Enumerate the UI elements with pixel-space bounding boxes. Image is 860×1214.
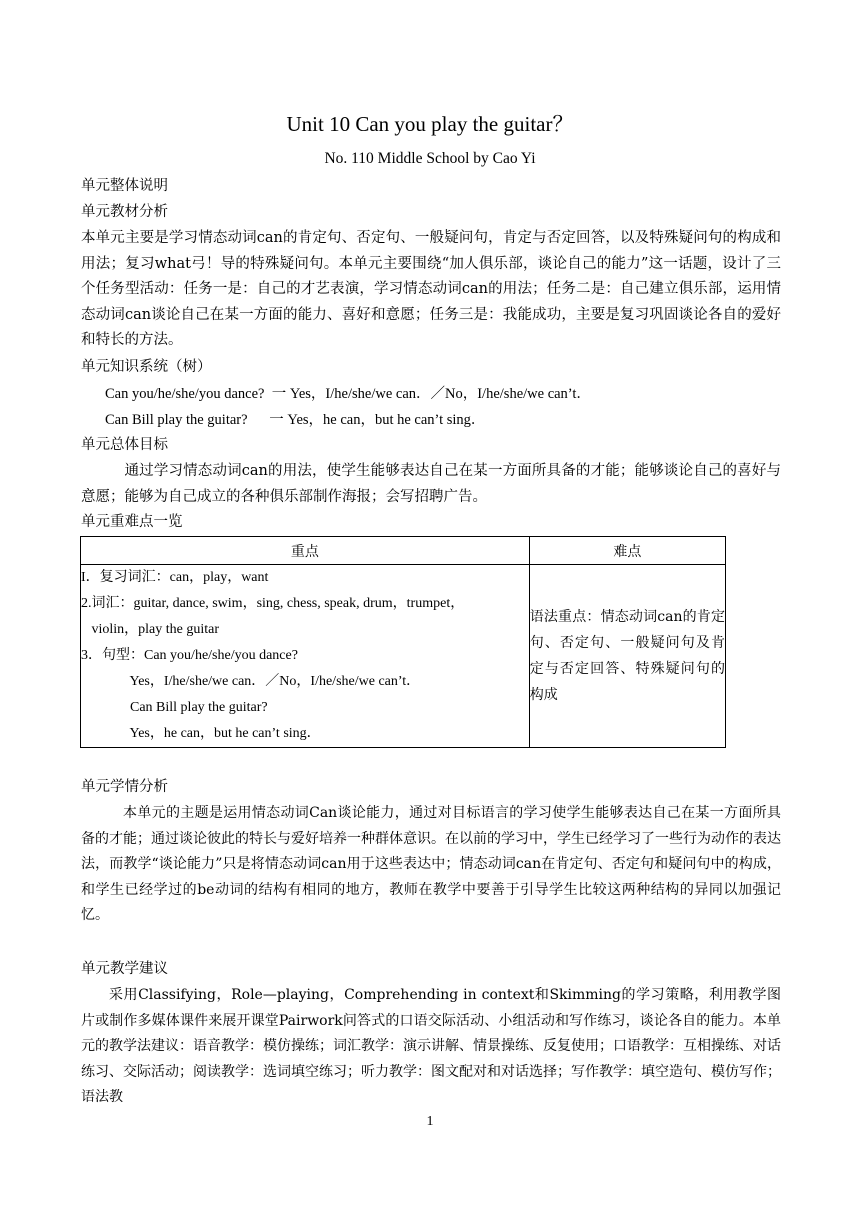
heading-suggestion: 单元教学建议 [81, 961, 168, 977]
page-number: 1 [426, 1114, 434, 1129]
suggestion-paragraph: 采用Classifying，Role—playing，Comprehending in context和Skimming的学习策略，利用教学图片或制作多媒体课件来展开课堂Pairwork问答式的口语交际活动、小组活动和写作练习，谈论各自的能力。本单元的教学法建议：语音教学：模仿操练；词汇教学：演示讲解、情景操练、反复使用；口语教学：互相操练、对话练习、交际活动；阅读教学：选词填空练习；听力教学：图文配对和对话选择；写作教学：填空造句、模仿写作；语法教 [81, 987, 781, 1105]
goal-paragraph: 通过学习情态动词can的用法，使学生能够表达自己在某一方面所具备的才能；能够谈论自己的喜好与意愿；能够为自己成立的各种俱乐部制作海报；会写招聘广告。 [81, 463, 781, 505]
students-paragraph: 本单元的主题是运用情态动词Can谈论能力，通过对目标语言的学习使学生能够表达自己在某一方面所具备的才能；通过谈论彼此的特长与爱好培养一种群体意识。在以前的学习中，学生已经学习了一些行为动作的表达法，而教学“谈论能力”只是将情态动词can用于这些表达中；情态动词can在肯定句、否定句和疑问句中的构成，和学生已经学过的be动词的结构有相同的地方，教师在教学中要善于引导学生比较这两种结构的异同以加强记忆。 [81, 805, 781, 923]
heading-students: 单元学情分析 [81, 779, 168, 795]
knowledge-line-2: Can Bill play the guitar? 一 Yes，he can，but he can’t sing． [105, 412, 486, 428]
table-header-key: 重点 [81, 537, 530, 565]
doc-title: Unit 10 Can you play the guitar？ [286, 112, 574, 136]
difficult-points-cell: 语法重点：情态动词can的肯定句、否定句、一般疑问句及肯定与否定回答、特殊疑问句的构成 [529, 565, 725, 748]
key-points-cell [81, 565, 530, 748]
key-line: Can Bill play the guitar? [81, 700, 268, 715]
heading-knowledge: 单元知识系统（树） [81, 359, 212, 375]
heading-overview: 单元整体说明 [81, 178, 168, 194]
key-line: 2.词汇：guitar, dance, swim，sing, chess, speak, drum，trumpet， [81, 596, 465, 611]
heading-goal: 单元总体目标 [81, 437, 168, 453]
key-line: Yes，he can，but he can’t sing． [81, 726, 321, 741]
heading-material: 单元教材分析 [81, 204, 168, 220]
keypoints-table [80, 536, 726, 748]
key-line: 3．句型：Can you/he/she/you dance? [81, 648, 298, 663]
table-header-difficult: 难点 [529, 537, 725, 565]
key-line: I．复习词汇：can，play，want [81, 570, 269, 585]
knowledge-line-1: Can you/he/she/you dance? 一 Yes，I/he/she/we can．／No，I/he/she/we can’t． [105, 386, 591, 402]
key-line: Yes，I/he/she/we can．／No，I/he/she/we can’t． [81, 674, 421, 689]
heading-keypoints: 单元重难点一览 [81, 514, 183, 530]
key-line: violin，play the guitar [81, 622, 220, 637]
doc-subtitle: No. 110 Middle School by Cao Yi [324, 150, 536, 167]
material-paragraph: 本单元主要是学习情态动词can的肯定句、否定句、一般疑问句，肯定与否定回答，以及特殊疑问句的构成和用法；复习what弓！导的特殊疑问句。本单元主要围绕“加人俱乐部，谈论自己的能力”这一话题，设计了三个任务型活动：任务一是：自己的才艺表演，学习情态动词can的用法；任务二是：自己建立俱乐部，运用情态动词can谈论自己在某一方面的能力、喜好和意愿；任务三是：我能成功，主要是复习巩固谈论各自的爱好和特长的方法。 [81, 230, 781, 348]
